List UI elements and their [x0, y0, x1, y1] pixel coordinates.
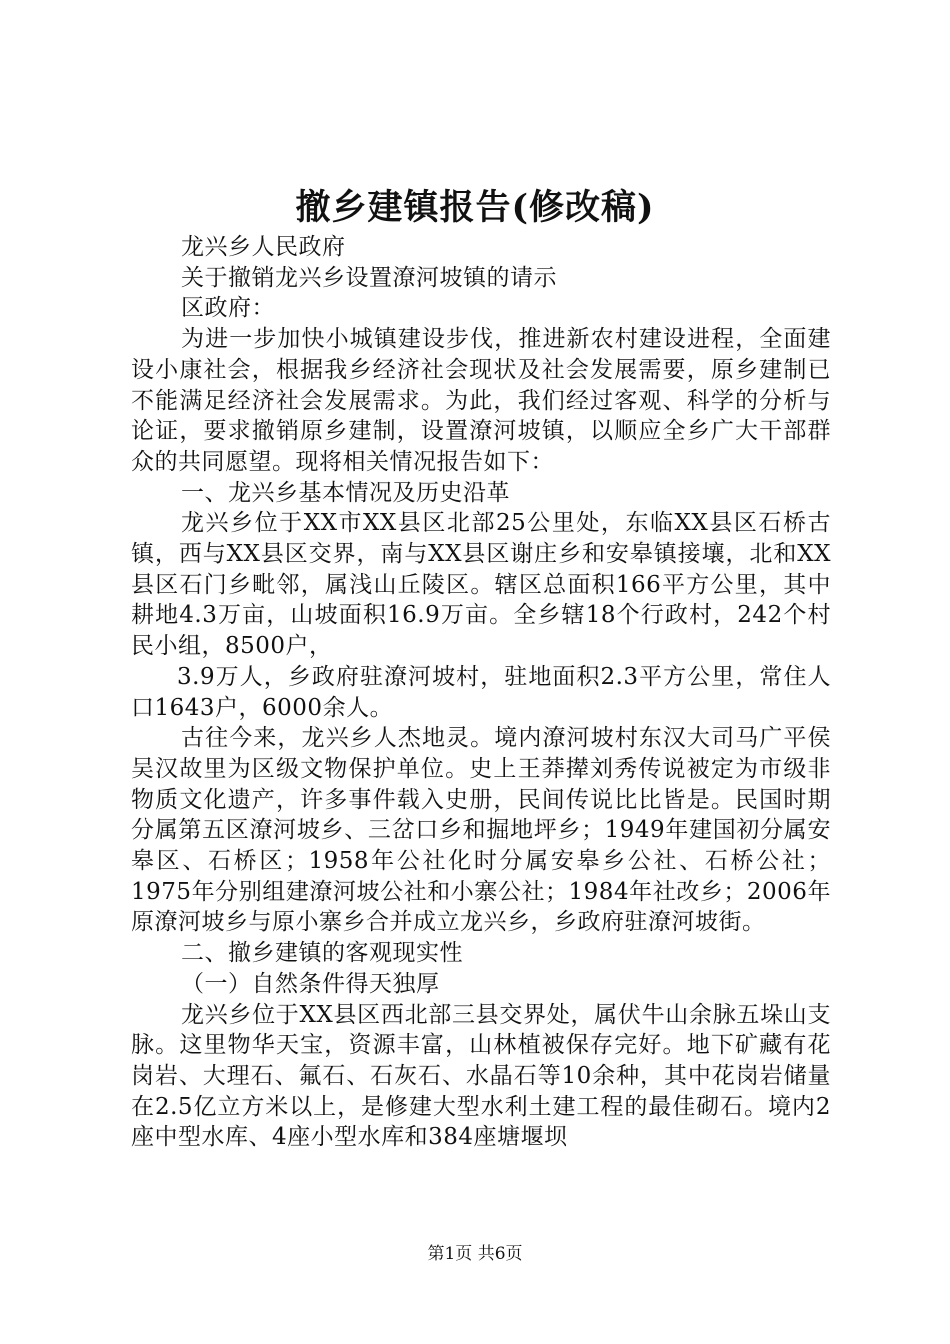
- section-heading-1: 一、龙兴乡基本情况及历史沿革: [181, 479, 510, 506]
- section-heading-2: 二、撤乡建镇的客观现实性: [181, 940, 463, 967]
- paragraph-natural-conditions: 龙兴乡位于XX县区西北部三县交界处，属伏牛山余脉五垛山支脉。这里物华天宝，资源丰富，山林植被保存完好。地下矿藏有花岗岩、大理石、氟石、石灰石、水晶石等10余种，其中花岗岩储量在2.5亿立方米以上，是修建大型水利土建工程的最佳砌石。境内2座中型水库、4座小型水库和384座塘堰坝: [131, 1001, 831, 1151]
- paragraph-history: 古往今来，龙兴乡人杰地灵。境内潦河坡村东汉大司马广平侯吴汉故里为区级文物保护单位。史上王莽撵刘秀传说被定为市级非物质文化遗产，许多事件载入史册，民间传说比比皆是。民国时期分属第五区潦河坡乡、三岔口乡和掘地坪乡；1949年建国初分属安皋区、石桥区；1958年公社化时分属安皋乡公社、石桥公社；1975年分别组建潦河坡公社和小寨公社；1984年社改乡；2006年原潦河坡乡与原小寨乡合并成立龙兴乡，乡政府驻潦河坡街。: [131, 725, 831, 936]
- page-footer: 第1页 共6页: [427, 1244, 523, 1264]
- intro-paragraph: 为进一步加快小城镇建设步伐，推进新农村建设进程，全面建设小康社会，根据我乡经济社会现状及社会发展需要，原乡建制已不能满足经济社会发展需求。为此，我们经过客观、科学的分析与论证，要求撤销原乡建制，设置潦河坡镇，以顺应全乡广大干部群众的共同愿望。现将相关情况报告如下：: [131, 326, 831, 475]
- paragraph-population: 3.9万人，乡政府驻潦河坡村，驻地面积2.3平方公里，常住人口1643户，6000余人。: [131, 663, 831, 721]
- issuer-line: 龙兴乡人民政府: [181, 234, 346, 260]
- document-body: [131, 232, 831, 1153]
- salutation-line: 区政府：: [181, 295, 275, 322]
- paragraph-basic-info: 龙兴乡位于XX市XX县区北部25公里处，东临XX县区石桥古镇，西与XX县区交界，南与XX县区谢庄乡和安皋镇接壤，北和XX县区石门乡毗邻，属浅山丘陵区。辖区总面积166平方公里，其中耕地4.3万亩，山坡面积16.9万亩。全乡辖18个行政村，242个村民小组，8500户，: [131, 510, 831, 660]
- document-title: 撤乡建镇报告(修改稿): [295, 187, 655, 228]
- request-subject-line: 关于撤销龙兴乡设置潦河坡镇的请示: [181, 264, 557, 291]
- subsection-heading-1: （一）自然条件得天独厚: [181, 970, 440, 997]
